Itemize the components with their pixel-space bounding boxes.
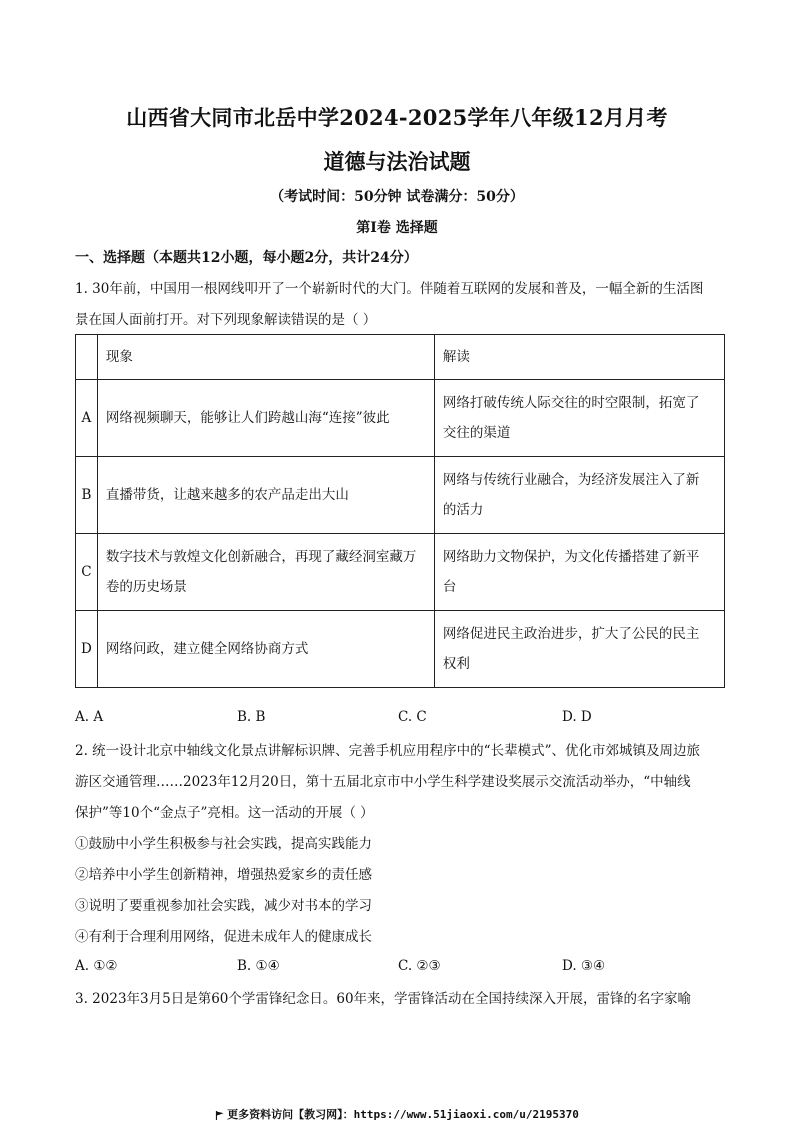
row-phenomenon: [97, 534, 434, 611]
interp-line: 的活力: [442, 502, 484, 518]
q1-option-d[interactable]: D. D: [562, 709, 592, 725]
q1-option-c[interactable]: C. C: [398, 709, 427, 725]
interp-line: 网络助力文物保护，为文化传播搭建了新平: [442, 549, 700, 565]
row-letter: B: [76, 457, 98, 534]
interp-line: 网络打破传统人际交往的时空限制，拓宽了: [442, 395, 700, 411]
exam-title: 山西省大同市北岳中学2024-2025学年八年级12月月考: [126, 105, 668, 130]
interp-line: 权利: [442, 656, 470, 672]
row-letter: D: [76, 611, 98, 688]
q2-option-c[interactable]: C. ②③: [398, 958, 441, 974]
q3-stem-line1: 3. 2023年3月5日是第60个学雷锋纪念日。60年来，学雷锋活动在全国持续深入开展，雷锋的名字家喻: [75, 991, 692, 1007]
interp-line: 台: [442, 579, 457, 595]
q1-table: [75, 334, 725, 688]
q2-stem-line3: 保护”等10个“金点子”亮相。这一活动的开展（ ）: [75, 805, 374, 821]
footer-text[interactable]: 更多资料访问【教习网】：https://www.51jiaoxi.com/u/2195370: [227, 1108, 579, 1121]
q2-stem-line2: 游区交通管理……2023年12月20日，第十五届北京市中小学生科学建设奖展示交流活动举办，“中轴线: [75, 774, 691, 790]
q2-option-b[interactable]: B. ①④: [237, 958, 280, 974]
q2-stem-line1: 2. 统一设计北京中轴线文化景点讲解标识牌、完善手机应用程序中的“长辈模式”、优化市郊城镇及周边旅: [75, 743, 700, 759]
q2-statement-2: ②培养中小学生创新精神，增强热爱家乡的责任感: [75, 867, 372, 883]
part-title: 第Ⅰ卷 选择题: [356, 220, 438, 236]
row-letter: C: [76, 534, 98, 611]
q1-option-b[interactable]: B. B: [237, 709, 266, 725]
q2-statement-4: ④有利于合理利用网络，促进未成年人的健康成长: [75, 929, 372, 945]
row-interpretation: [434, 457, 724, 534]
row-interpretation: [434, 380, 724, 457]
interp-line: 网络促进民主政治进步，扩大了公民的民主: [442, 626, 700, 642]
table-row: [76, 611, 725, 688]
row-phenomenon: 网络问政，建立健全网络协商方式: [97, 611, 434, 688]
row-phenomenon: 直播带货，让越来越多的农产品走出大山: [97, 457, 434, 534]
table-cell: [76, 335, 98, 380]
q2-statement-3: ③说明了要重视参加社会实践，减少对书本的学习: [75, 898, 372, 914]
q1-stem-line2: 景在国人面前打开。对下列现象解读错误的是（ ）: [75, 312, 377, 328]
q2-statement-1: ①鼓励中小学生积极参与社会实践，提高实践能力: [75, 836, 372, 852]
phen-line: 卷的历史场景: [105, 579, 187, 595]
exam-info: （考试时间：50分钟 试卷满分：50分）: [270, 189, 524, 205]
table-header-row: [76, 335, 725, 380]
interp-line: 网络与传统行业融合，为经济发展注入了新: [442, 472, 700, 488]
footer-link[interactable]: [0, 1106, 794, 1122]
subject-title: 道德与法治试题: [323, 149, 471, 174]
table-row: [76, 457, 725, 534]
column-header-phenomenon: 现象: [97, 335, 434, 380]
row-interpretation: [434, 534, 724, 611]
section-title: 一、选择题（本题共12小题，每小题2分，共计24分）: [75, 250, 418, 266]
table-row: [76, 534, 725, 611]
row-phenomenon: 网络视频聊天，能够让人们跨越山海“连接”彼此: [97, 380, 434, 457]
row-interpretation: [434, 611, 724, 688]
interp-line: 交往的渠道: [442, 425, 511, 441]
q2-option-a[interactable]: A. ①②: [75, 958, 118, 974]
row-letter: A: [76, 380, 98, 457]
column-header-interpretation: 解读: [434, 335, 724, 380]
q2-option-d[interactable]: D. ③④: [562, 958, 606, 974]
flag-icon: [215, 1111, 224, 1120]
q1-stem-line1: 1. 30年前，中国用一根网线叩开了一个崭新时代的大门。伴随着互联网的发展和普及，一幅全新的生活图: [75, 281, 704, 297]
table-row: [76, 380, 725, 457]
phen-line: 数字技术与敦煌文化创新融合，再现了藏经洞室藏万: [105, 549, 417, 565]
q1-option-a[interactable]: A. A: [75, 709, 104, 725]
